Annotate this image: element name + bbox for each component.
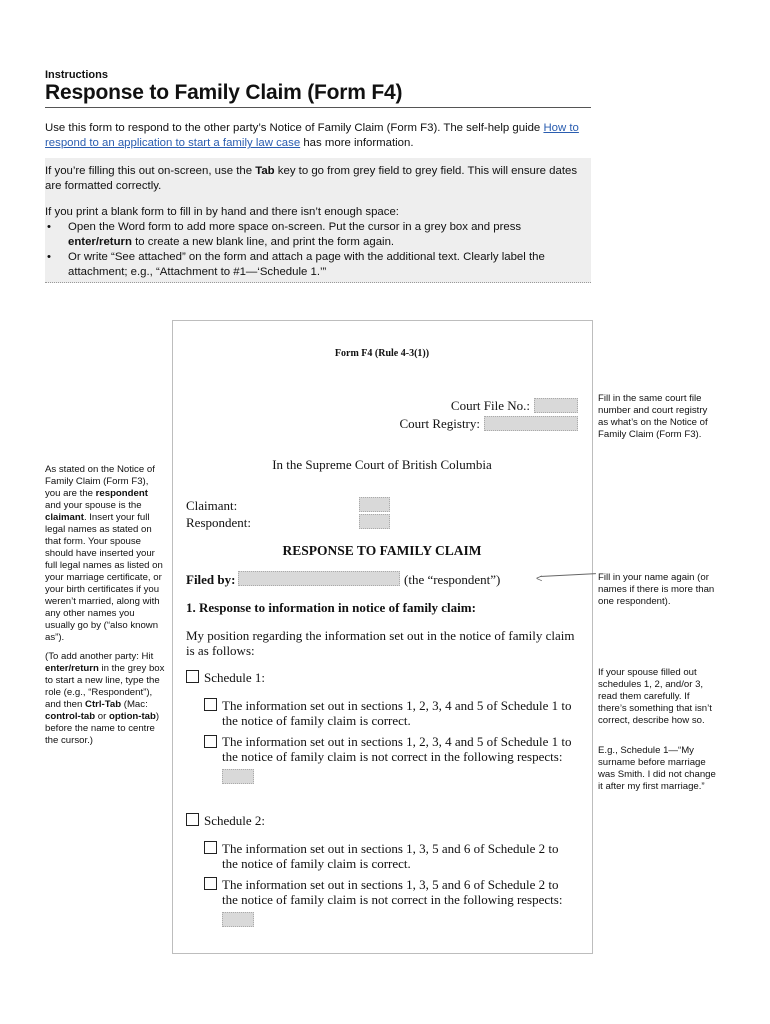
schedule-2-details-field[interactable]	[222, 912, 254, 927]
schedule-2-checkbox[interactable]	[186, 813, 199, 826]
intro-paragraph	[45, 121, 590, 151]
schedule-1-incorrect-checkbox[interactable]	[204, 735, 217, 748]
enter-return-term: enter/return	[45, 663, 99, 674]
bullet-dot: •	[47, 251, 51, 263]
form-heading: RESPONSE TO FAMILY CLAIM	[282, 543, 482, 558]
court-file-label: Court File No.:	[450, 398, 530, 413]
intro-text: Use this form to respond to the other party’s Notice of Family Claim (Form F3). The self-help guide	[45, 122, 544, 134]
schedule-1-correct-text: The information set out in sections 1, 2, 3, 4 and 5 of Schedule 1 to the notice of family claim is correct.	[222, 698, 572, 728]
schedule-2-label: Schedule 2:	[204, 813, 266, 828]
schedule-1-incorrect-text: The information set out in sections 1, 2, 3, 4 and 5 of Schedule 1 to the notice of family claim is not correct in the following respects:	[222, 734, 572, 764]
add-party-text-4: or	[95, 711, 109, 722]
parties-sidenote	[45, 464, 165, 644]
claimant-label: Claimant:	[186, 498, 238, 513]
filed-by-sidenote: Fill in your name again (or names if there is more than one respondent).	[598, 572, 715, 607]
court-file-sidenote: Fill in the same court file number and court registry as what’s on the Notice of Family Claim (Form F3).	[598, 393, 708, 440]
section-1-heading: 1. Response to information in notice of family claim:	[186, 600, 476, 615]
control-tab-term: control-tab	[45, 711, 96, 722]
schedule-2-incorrect-text: The information set out in sections 1, 3, 5 and 6 of Schedule 2 to the notice of family claim is not correct in the following respects:	[222, 877, 563, 907]
filed-by-field[interactable]	[238, 571, 400, 586]
add-party-text: (To add another party: Hit	[45, 651, 154, 662]
bullet1-text-end: to create a new blank line, and print the form again.	[131, 236, 395, 248]
bullet1-text: Open the Word form to add more space on-screen. Put the cursor in a grey box and press	[68, 221, 522, 233]
ctrl-tab-term: Ctrl-Tab	[85, 699, 122, 710]
self-help-guide-link[interactable]: How to respond to an application to start a family law case	[45, 122, 579, 149]
schedule-1-correct-checkbox[interactable]	[204, 698, 217, 711]
arrow-left-icon: <	[536, 573, 543, 585]
add-party-text-3: (Mac:	[121, 699, 148, 710]
print-instructions: If you print a blank form to fill in by hand and there isn’t enough space:	[45, 206, 399, 218]
respondent-term: respondent	[95, 488, 148, 499]
form-number: Form F4 (Rule 4-3(1))	[334, 348, 430, 359]
instructions-label: Instructions	[45, 69, 108, 81]
add-party-text-5: ) before the name to centre the cursor.)	[45, 711, 160, 746]
parties-note-text: As stated on the Notice of Family Claim (Form F3), you are the	[45, 464, 155, 499]
court-file-number-field[interactable]	[534, 398, 578, 413]
position-statement: My position regarding the information set out in the notice of family claim is as follows:	[186, 628, 575, 658]
court-name: In the Supreme Court of British Columbia	[272, 457, 492, 472]
add-party-sidenote	[45, 651, 165, 747]
claimant-name-field[interactable]	[359, 497, 390, 512]
court-registry-label: Court Registry:	[399, 416, 480, 431]
filed-by-suffix: (the “respondent”)	[404, 572, 501, 587]
schedule-2-correct-text: The information set out in sections 1, 3, 5 and 6 of Schedule 2 to the notice of family claim is correct.	[222, 841, 559, 871]
bullet-text	[68, 220, 588, 250]
schedule-1-label: Schedule 1:	[204, 670, 266, 685]
intro-text-end: has more information.	[300, 137, 414, 149]
title-divider	[45, 107, 591, 108]
onscreen-text: If you’re filling this out on-screen, use the	[45, 165, 256, 177]
bullet-text: Or write “See attached” on the form and attach a page with the additional text. Clearly label the attachment; e.g., “Attachment to #1—‘Schedule 1.’”	[68, 251, 545, 278]
tab-key-label: Tab	[255, 165, 275, 177]
schedule-1-checkbox[interactable]	[186, 670, 199, 683]
respondent-label: Respondent:	[186, 515, 251, 530]
option-tab-term: option-tab	[108, 711, 156, 722]
parties-note-text-2: and your spouse is the	[45, 500, 142, 511]
claimant-term: claimant	[45, 512, 84, 523]
schedule-2-incorrect-checkbox[interactable]	[204, 877, 217, 890]
respondent-name-field[interactable]	[359, 514, 390, 529]
onscreen-text-end: key to go from grey field to grey field. This will ensure dates are formatted correctly.	[45, 165, 578, 192]
page-title: Response to Family Claim (Form F4)	[45, 81, 403, 104]
schedule-1-details-field[interactable]	[222, 769, 254, 784]
parties-note-text-3: . Insert your full legal names as stated on that form. Your spouse should have inserted your full legal names as listed on your marriage certificate, or your birth certificates if you weren’t married, along with any other names you usually go by (“also known as”).	[45, 512, 163, 643]
add-party-text-2: in the grey box to start a new line, type the role (e.g., “Respondent”), and then	[45, 663, 165, 710]
onscreen-instructions	[45, 164, 585, 194]
schedule-2-correct-checkbox[interactable]	[204, 841, 217, 854]
enter-key-label: enter/return	[68, 236, 132, 248]
example-sidenote: E.g., Schedule 1—“My surname before marriage was Smith. I did not change it after my first marriage.”	[598, 745, 716, 792]
schedules-sidenote: If your spouse filled out schedules 1, 2, and/or 3, read them carefully. If there’s something that isn’t correct, describe how so.	[598, 667, 712, 726]
filed-by-label: Filed by:	[186, 572, 236, 587]
court-registry-field[interactable]	[484, 416, 578, 431]
bullet-dot: •	[47, 221, 51, 233]
